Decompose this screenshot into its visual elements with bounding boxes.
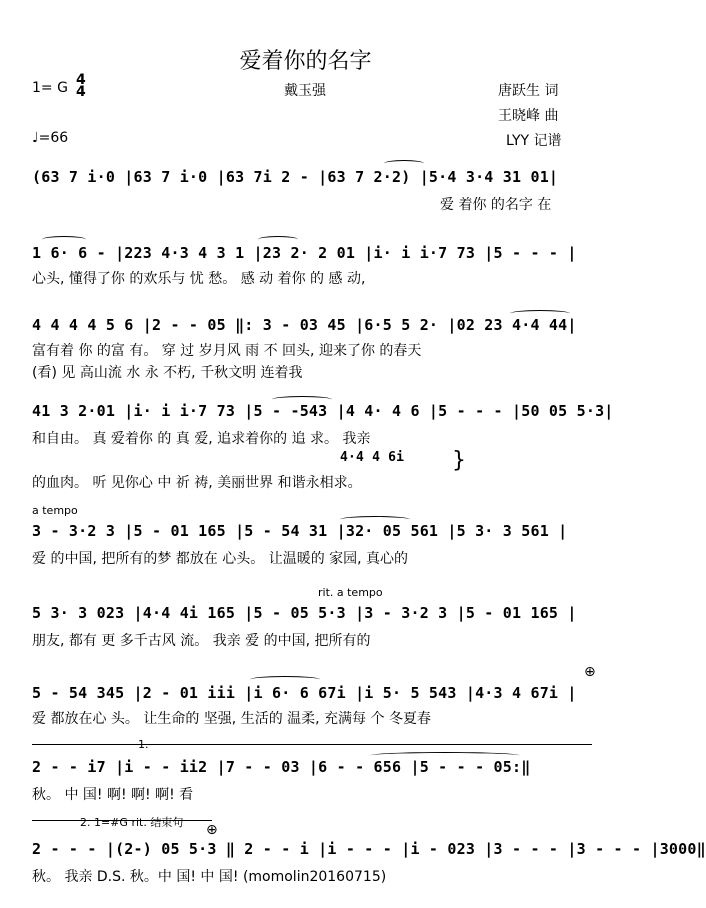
lyric-line: 心头, 懂得了你 的欢乐与 忧 愁。 感 动 着你 的 感 动,	[32, 271, 366, 287]
slur	[510, 310, 570, 317]
lyric-line: 富有着 你 的富 有。 穿 过 岁月风 雨 不 回头, 迎来了你 的春天	[32, 343, 422, 359]
lyric-line: 爱 都放在心 头。 让生命的 坚强, 生活的 温柔, 充满每 个 冬夏春	[32, 711, 431, 727]
quarter-note-icon: ♩	[32, 130, 39, 146]
slur	[250, 676, 320, 683]
time-signature-bottom: 4	[76, 84, 86, 100]
notation-line: 41 3 2·01 |i· i i·7 73 |5 - -543 |4 4· 4 6 |5 - - - |50 05 5·3|	[32, 402, 614, 420]
volta-marker: 1.	[138, 738, 149, 751]
tempo-mark	[32, 130, 68, 146]
lyric-line: 和自由。 真 爱着你 的 真 爱, 追求着你的 追 求。 我亲	[32, 431, 371, 447]
slur	[340, 516, 410, 523]
lyricist: 唐跃生 词	[498, 83, 559, 99]
notation-line: 2 - - i7 |i - - ii2 |7 - - 03 |6 - - 656 |5 - - - 05:‖	[32, 758, 531, 776]
volta-marker: 2. 1=#G rit. 结束句	[80, 816, 184, 829]
tempo-value: =66	[38, 130, 69, 146]
composer: 王晓峰 曲	[498, 108, 559, 124]
volta-bracket	[32, 744, 592, 745]
coda-icon: ⊕	[584, 664, 596, 680]
notation-line: 5 3· 3 023 |4·4 4i 165 |5 - 05 5·3 |3 - 3·2 3 |5 - 01 165 |	[32, 604, 577, 622]
tempo-annotation: rit. a tempo	[318, 586, 383, 599]
notation-line: 5 - 54 345 |2 - 01 iii |i 6· 6 67i |i 5· 5 543 |4·3 4 67i |	[32, 684, 577, 702]
slur	[258, 236, 298, 243]
key-signature: 1= G	[32, 80, 68, 96]
volta-bracket	[32, 820, 212, 821]
notation-line: 2 - - - |(2-) 05 5·3 ‖ 2 - - i |i - - - |i - 023 |3 - - - |3 - - - |3000‖	[32, 840, 706, 858]
notation-line: 1 6· 6 - |223 4·3 4 3 1 |23 2· 2 01 |i· i i·7 73 |5 - - - |	[32, 244, 577, 262]
singer: 戴玉强	[284, 83, 326, 99]
tempo-annotation: a tempo	[32, 504, 78, 517]
slur	[370, 752, 520, 759]
transcriber: LYY 记谱	[506, 133, 562, 149]
notation-line: (63 7 i·0 |63 7 i·0 |63 7i 2 - |63 7 2·2) |5·4 3·4 31 01|	[32, 168, 559, 186]
time-signature	[76, 74, 86, 98]
lyric-line-verse2: (看) 见 高山流 水 永 不朽, 千秋文明 连着我	[32, 365, 303, 381]
lyric-line: 爱 着你 的名字 在	[440, 197, 552, 213]
lyric-line: 朋友, 都有 更 多千古风 流。 我亲 爱 的中国, 把所有的	[32, 633, 371, 649]
slur	[42, 236, 86, 243]
lyric-line-verse2: 的血肉。 听 见你心 中 祈 祷, 美丽世界 和谐永相求。	[32, 475, 362, 491]
slur	[272, 396, 332, 403]
alt-notation: 4·4 4 6i	[340, 450, 405, 465]
notation-line: 3 - 3·2 3 |5 - 01 165 |5 - 54 31 |32· 05 561 |5 3· 3 561 |	[32, 522, 568, 540]
lyric-line: 爱 的中国, 把所有的梦 都放在 心头。 让温暖的 家园, 真心的	[32, 551, 409, 567]
song-title: 爱着你的名字	[239, 49, 372, 74]
brace-symbol: }	[452, 448, 466, 473]
coda-icon: ⊕	[206, 822, 218, 838]
lyric-line: 秋。 中 国! 啊! 啊! 啊! 看	[32, 787, 194, 803]
lyric-line: 秋。 我亲 D.S. 秋。中 国! 中 国! (momolin20160715)	[32, 869, 387, 885]
time-signature-top: 4	[76, 72, 86, 88]
slur	[384, 160, 424, 167]
notation-line: 4 4 4 4 5 6 |2 - - 05 ‖: 3 - 03 45 |6·5 5 2· |02 23 4·4 44|	[32, 316, 577, 334]
